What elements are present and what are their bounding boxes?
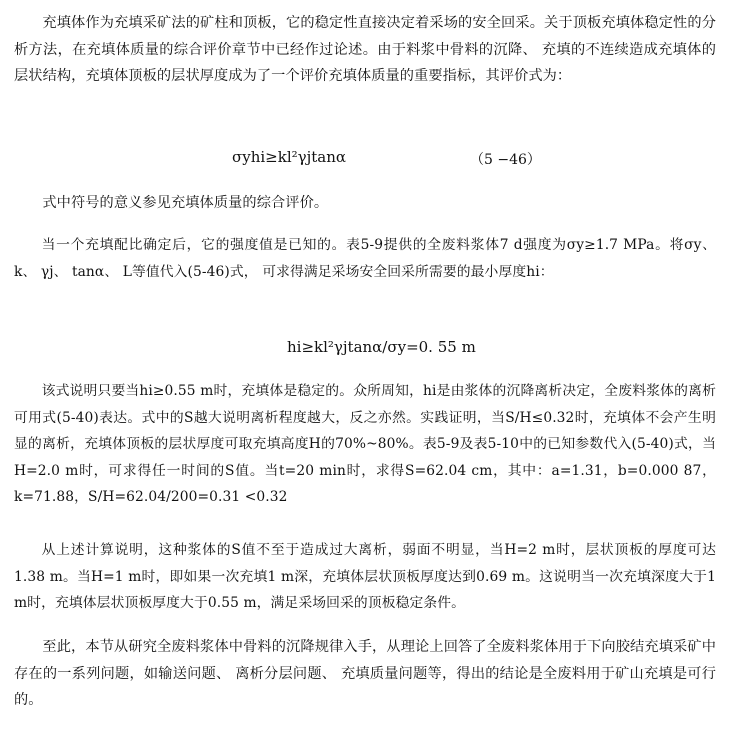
paragraph-conclusion: 至此，本节从研究全废料浆体中骨料的沉降规律入手，从理论上回答了全废料浆体用于下向胶结充填采矿中存在的一系列问题，如输送问题、 离析分层问题、 充填质量问题等，得出的结论是全废料用于矿山充填是可行的。 bbox=[14, 639, 716, 708]
paragraph-calculation-result: 从上述计算说明，这种浆体的S值不至于造成过大离析，弱面不明显，当H=2 m时，层状顶板的厚度可达1.38 m。当H=1 m时，即如果一次充填1 m深，充填体层状顶板厚度达到0.69 m。这说明当一次充填深度大于1 m时，充填体层状顶板厚度大于0.55 m，满足采场回采的顶板稳定条件。 bbox=[14, 542, 716, 611]
formula-min-thickness: hi≥kl²γjtanα/σy=0. 55 m bbox=[287, 338, 476, 356]
formula-5-46: σyhi≥kl²γjtanα bbox=[232, 148, 347, 166]
paragraph-symbol-note: 式中符号的意义参见充填体质量的综合评价。 bbox=[42, 195, 329, 211]
paragraph-stability-analysis: 该式说明只要当hi≥0.55 m时，充填体是稳定的。众所周知，hi是由浆体的沉降离析决定，全废料浆体的离析可用式(5-40)表达。式中的S越大说明离析程度越大，反之亦然。实践证明，当S/H≤0.32时，充填体不会产生明显的离析，充填体顶板的层状厚度可取充填高度H的70%~80%。表5-9及表5-10中的已知参数代入(5-40)式，当H=2.0 m时，可求得任一时间的S值。当t=20 min时，求得S=62.04 cm，其中：a=1.31，b=0.000 87，k=71.88，S/H=62.04/200=0.31 <0.32 bbox=[14, 383, 716, 505]
formula-5-46-number: （5 −46） bbox=[470, 152, 541, 168]
paragraph-strength: 当一个充填配比确定后，它的强度值是已知的。表5-9提供的全废料浆体7 d强度为σy≥1.7 MPa。将σy、 k、 γj、 tanα、 L等值代入(5-46)式， 可求得满足采场安全回采所需要的最小厚度hi： bbox=[14, 237, 716, 280]
paragraph-intro: 充填体作为充填采矿法的矿柱和顶板，它的稳定性直接决定着采场的安全回采。关于顶板充填体稳定性的分析方法，在充填体质量的综合评价章节中已经作过论述。由于料浆中骨料的沉降、 充填的不连续造成充填体的层状结构，充填体顶板的层状厚度成为了一个评价充填体质量的重要指标，其评价式为： bbox=[14, 15, 716, 84]
